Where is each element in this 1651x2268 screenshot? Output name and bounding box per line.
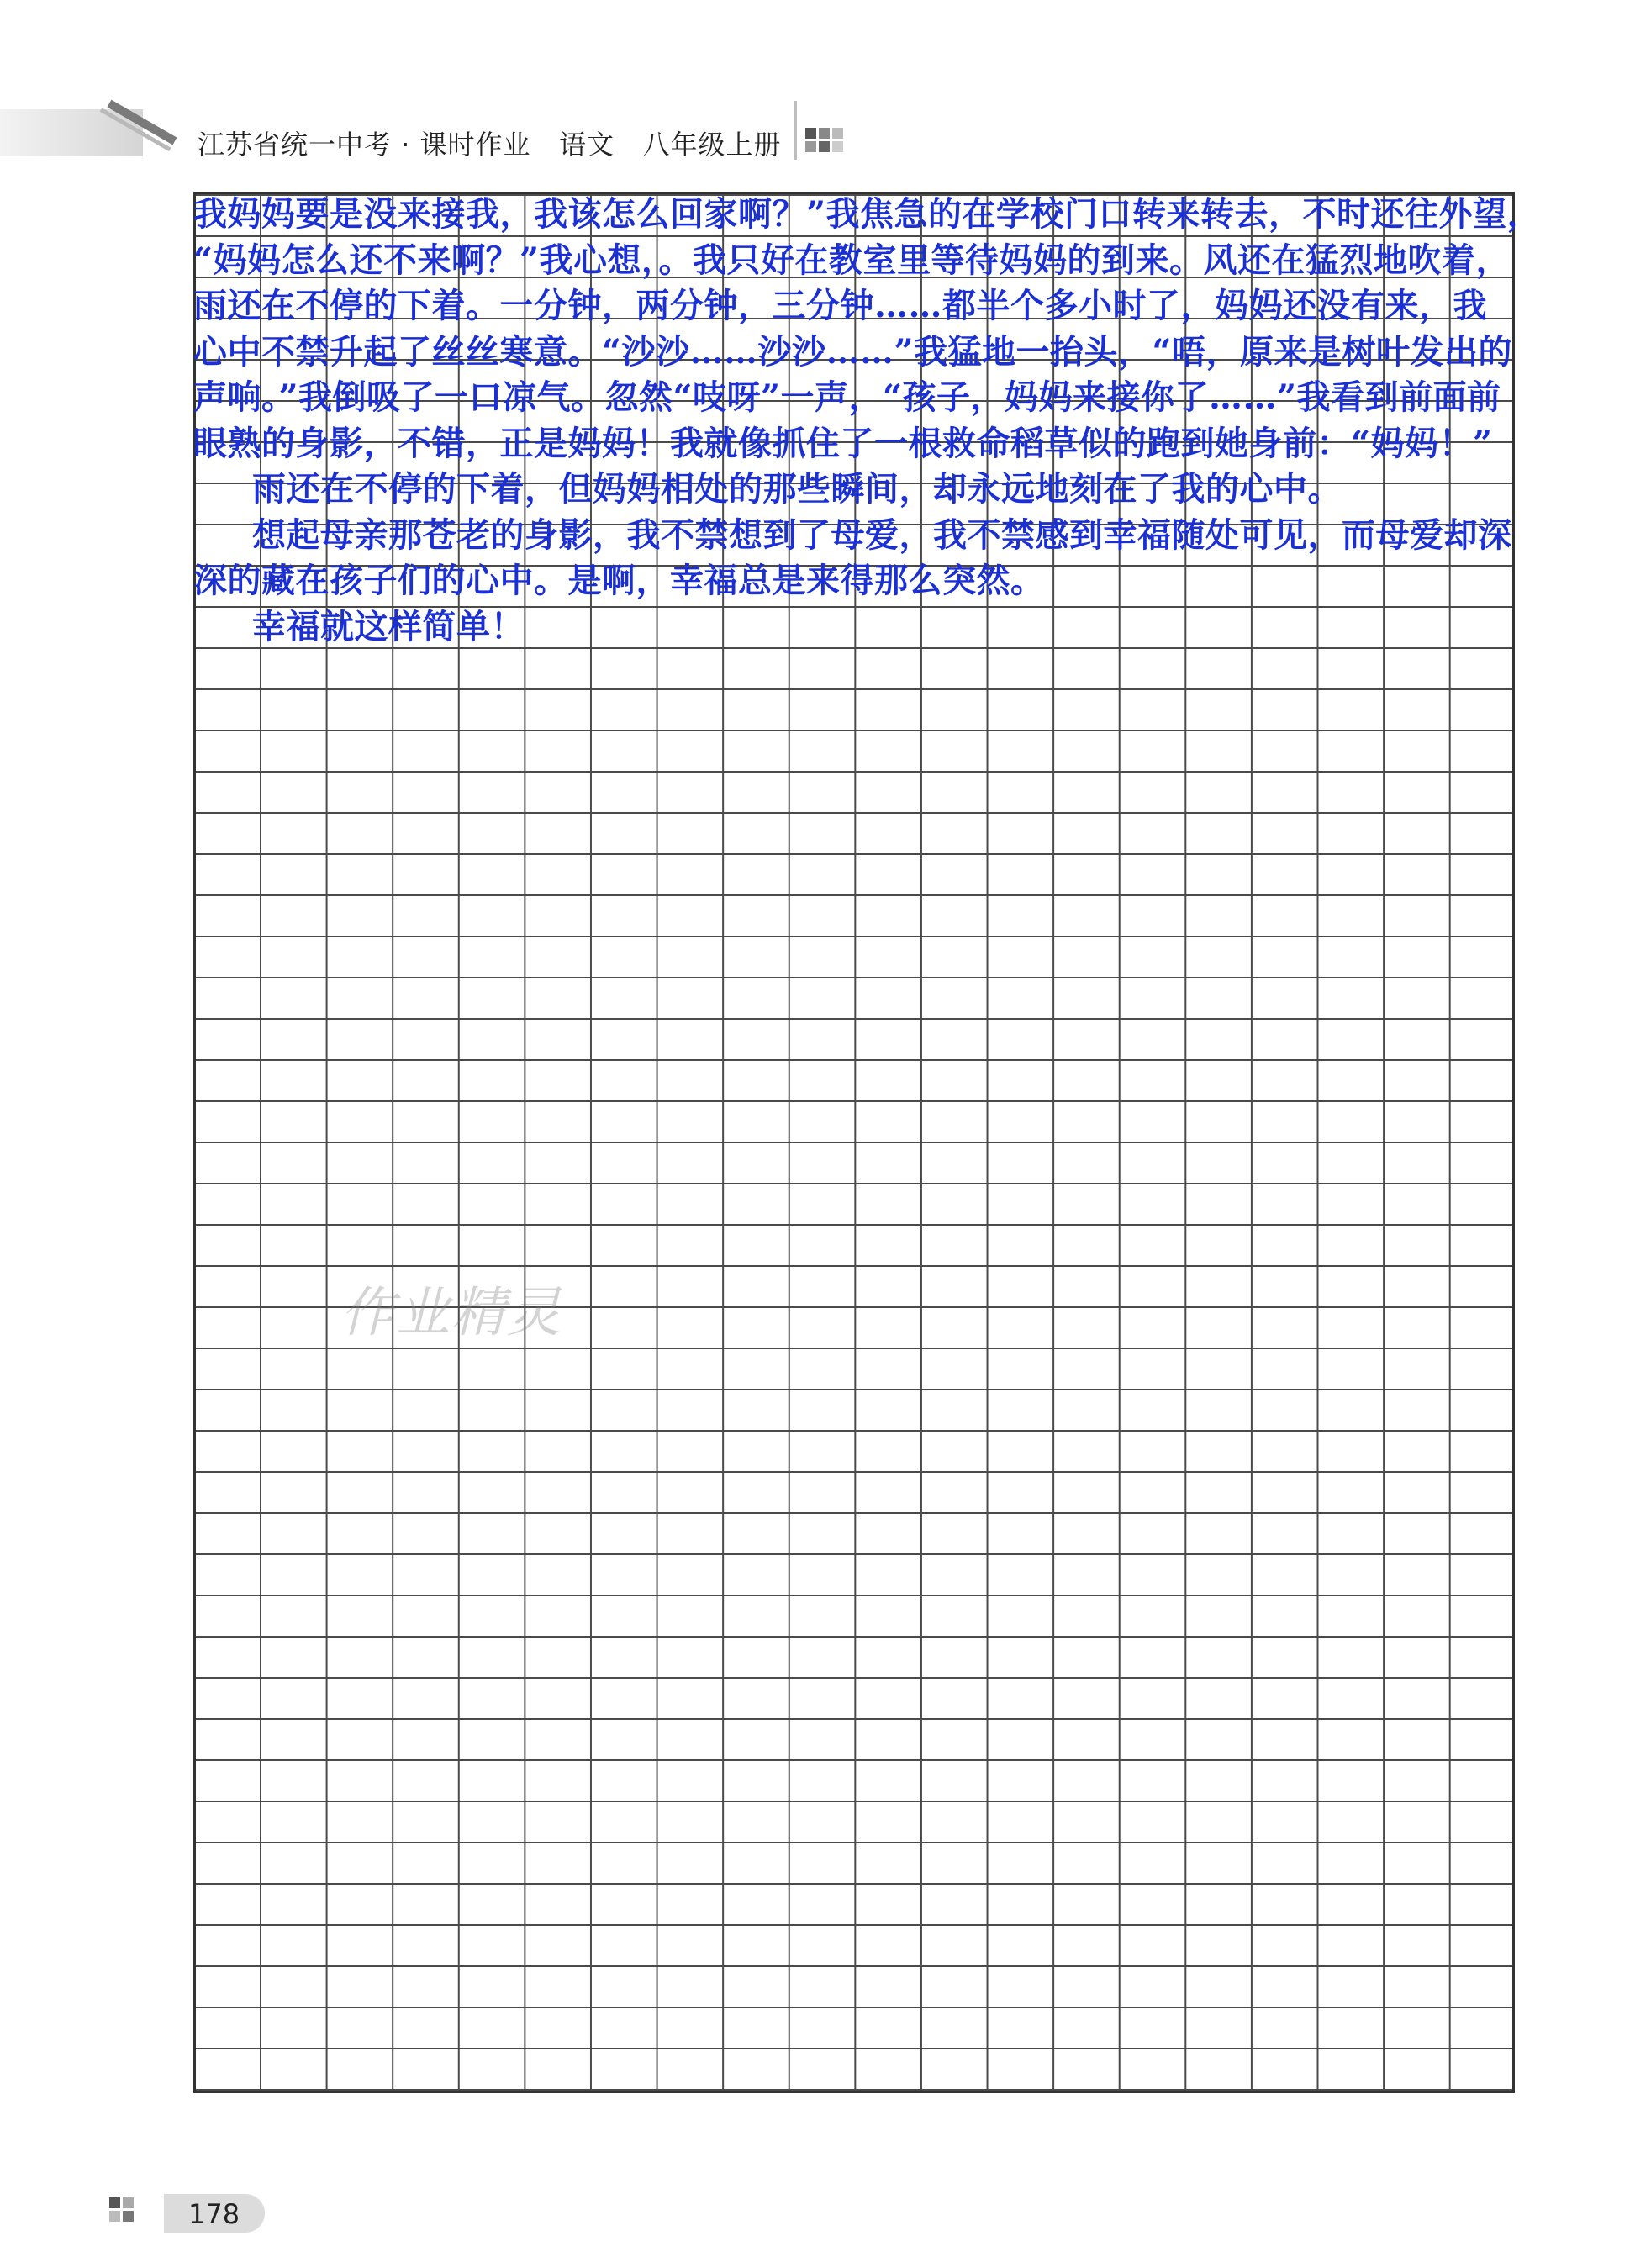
- essay-line: 雨还在不停的下着，但妈妈相处的那些瞬间，却永远地刻在了我的心中。: [252, 469, 1342, 509]
- essay-line: 幸福就这样简单！: [252, 606, 525, 646]
- essay-line: 眼熟的身影，不错，正是妈妈！我就像抓住了一根救命稻草似的跑到她身前：“妈妈！”: [193, 423, 1493, 463]
- essay-line: 我妈妈要是没来接我，我该怎么回家啊？”我焦急的在学校门口转来转去，不时还往外望，: [193, 194, 1542, 234]
- essay-line: 心中不禁升起了丝丝寒意。“沙沙……沙沙……”我猛地一抬头，“唔，原来是树叶发出的: [193, 331, 1513, 372]
- essay-line: 雨还在不停的下着。一分钟，两分钟，三分钟……都半个多小时了，妈妈还没有来，我: [193, 286, 1487, 325]
- essay-line: 深的藏在孩子们的心中。是啊，幸福总是来得那么突然。: [193, 561, 1045, 600]
- header-corner-band: [0, 109, 143, 156]
- page-number: 178: [188, 2198, 240, 2230]
- page-header-title: 江苏省统一中考 · 课时作业 语文 八年级上册: [198, 129, 782, 161]
- essay-text: [193, 192, 1542, 650]
- essay-line: “妈妈怎么还不来啊？”我心想，。我只好在教室里等待妈妈的到来。风还在猛烈地吹着，: [193, 240, 1511, 280]
- header-divider: [794, 101, 797, 160]
- essay-line: 想起母亲那苍老的身影，我不禁想到了母爱，我不禁感到幸福随处可见，而母爱却深: [252, 514, 1512, 555]
- watermark-logo: 作业精灵: [340, 1282, 562, 1344]
- essay-line: 声响。”我倒吸了一口凉气。忽然“吱呀”一声，“孩子，妈妈来接你了……”我看到前面前: [193, 377, 1501, 417]
